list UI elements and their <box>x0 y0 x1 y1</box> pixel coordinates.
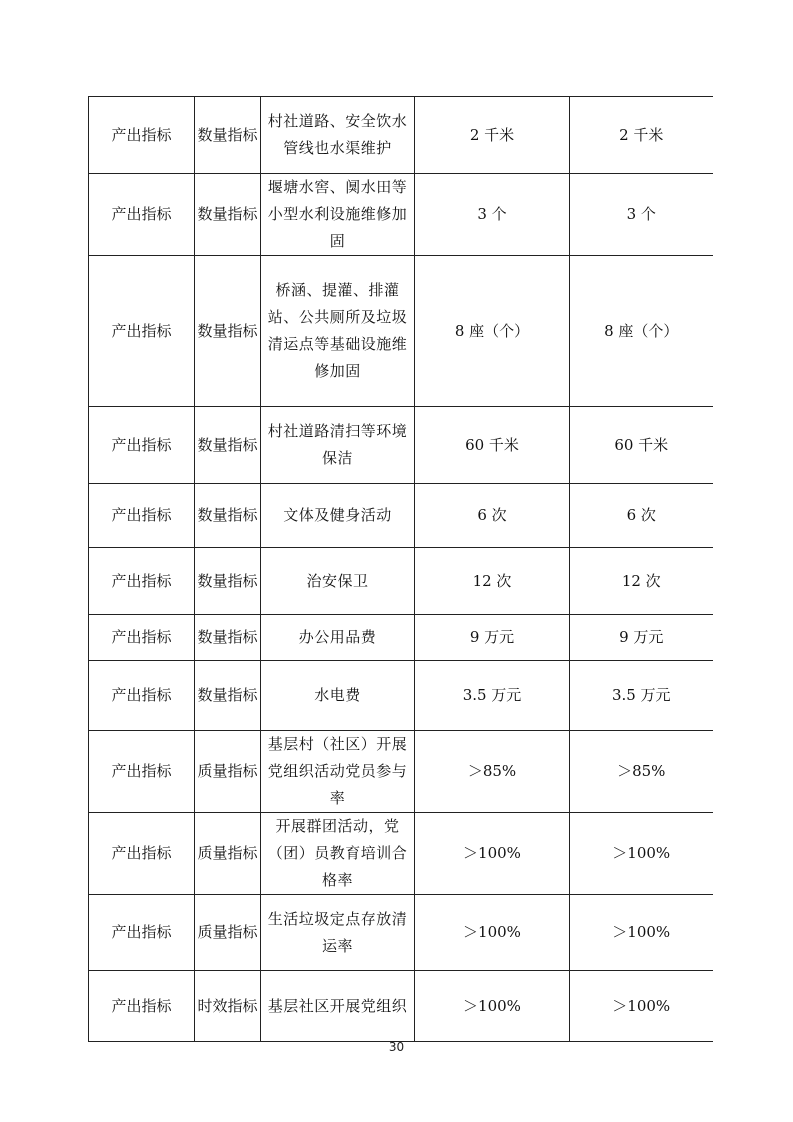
level1-cell: 产出指标 <box>89 548 195 615</box>
value-b-cell: ＞100% <box>570 895 713 971</box>
value-a-cell: 3.5 万元 <box>415 661 570 731</box>
value-a-cell: 9 万元 <box>415 615 570 661</box>
value-b-cell: 6 次 <box>570 484 713 548</box>
indicator-name-cell: 生活垃圾定点存放清运率 <box>261 895 415 971</box>
value-a-cell: 6 次 <box>415 484 570 548</box>
table-row <box>89 256 713 407</box>
value-b-cell: 8 座（个） <box>570 256 713 407</box>
value-a-cell: 2 千米 <box>415 97 570 174</box>
value-a-cell: ＞100% <box>415 971 570 1042</box>
indicator-name-cell: 堰塘水窖、阒水田等小型水利设施维修加固 <box>261 174 415 256</box>
level1-cell: 产出指标 <box>89 407 195 484</box>
table-row <box>89 731 713 813</box>
table-row <box>89 548 713 615</box>
level1-cell: 产出指标 <box>89 971 195 1042</box>
value-b-cell: ＞100% <box>570 971 713 1042</box>
indicator-name-cell: 基层村（社区）开展党组织活动党员参与率 <box>261 731 415 813</box>
level1-cell: 产出指标 <box>89 661 195 731</box>
level1-cell: 产出指标 <box>89 731 195 813</box>
table-row <box>89 407 713 484</box>
level2-cell: 数量指标 <box>195 661 261 731</box>
indicator-name-cell: 治安保卫 <box>261 548 415 615</box>
indicator-name-cell: 开展群团活动，党（团）员教育培训合格率 <box>261 813 415 895</box>
table-row <box>89 97 713 174</box>
value-a-cell: ＞100% <box>415 813 570 895</box>
level2-cell: 数量指标 <box>195 97 261 174</box>
value-a-cell: 12 次 <box>415 548 570 615</box>
level1-cell: 产出指标 <box>89 256 195 407</box>
level2-cell: 质量指标 <box>195 813 261 895</box>
level1-cell: 产出指标 <box>89 97 195 174</box>
page-number: 30 <box>388 1040 405 1054</box>
level2-cell: 时效指标 <box>195 971 261 1042</box>
indicator-name-cell: 办公用品费 <box>261 615 415 661</box>
indicator-name-cell: 村社道路、安全饮水管线也水渠维护 <box>261 97 415 174</box>
level2-cell: 数量指标 <box>195 174 261 256</box>
value-b-cell: 3.5 万元 <box>570 661 713 731</box>
table-row <box>89 661 713 731</box>
level2-cell: 数量指标 <box>195 407 261 484</box>
value-a-cell: 3 个 <box>415 174 570 256</box>
level1-cell: 产出指标 <box>89 895 195 971</box>
value-a-cell: ＞85% <box>415 731 570 813</box>
value-a-cell: 8 座（个） <box>415 256 570 407</box>
indicator-name-cell: 文体及健身活动 <box>261 484 415 548</box>
level2-cell: 数量指标 <box>195 615 261 661</box>
level2-cell: 数量指标 <box>195 256 261 407</box>
value-b-cell: 12 次 <box>570 548 713 615</box>
level2-cell: 质量指标 <box>195 731 261 813</box>
table-row <box>89 895 713 971</box>
value-a-cell: ＞100% <box>415 895 570 971</box>
indicator-name-cell: 桥涵、提灌、排灌站、公共厕所及垃圾清运点等基础设施维修加固 <box>261 256 415 407</box>
value-b-cell: 9 万元 <box>570 615 713 661</box>
indicator-name-cell: 水电费 <box>261 661 415 731</box>
level2-cell: 数量指标 <box>195 484 261 548</box>
table-row <box>89 971 713 1042</box>
level1-cell: 产出指标 <box>89 615 195 661</box>
value-b-cell: 60 千米 <box>570 407 713 484</box>
level1-cell: 产出指标 <box>89 813 195 895</box>
table-row <box>89 615 713 661</box>
table-row <box>89 484 713 548</box>
performance-indicator-table <box>88 96 713 1042</box>
level1-cell: 产出指标 <box>89 174 195 256</box>
indicator-table-container <box>88 96 712 1042</box>
level1-cell: 产出指标 <box>89 484 195 548</box>
indicator-name-cell: 基层社区开展党组织 <box>261 971 415 1042</box>
level2-cell: 质量指标 <box>195 895 261 971</box>
value-b-cell: 3 个 <box>570 174 713 256</box>
value-b-cell: ＞100% <box>570 813 713 895</box>
value-b-cell: ＞85% <box>570 731 713 813</box>
table-row <box>89 174 713 256</box>
value-a-cell: 60 千米 <box>415 407 570 484</box>
level2-cell: 数量指标 <box>195 548 261 615</box>
value-b-cell: 2 千米 <box>570 97 713 174</box>
indicator-name-cell: 村社道路清扫等环境保洁 <box>261 407 415 484</box>
table-row <box>89 813 713 895</box>
